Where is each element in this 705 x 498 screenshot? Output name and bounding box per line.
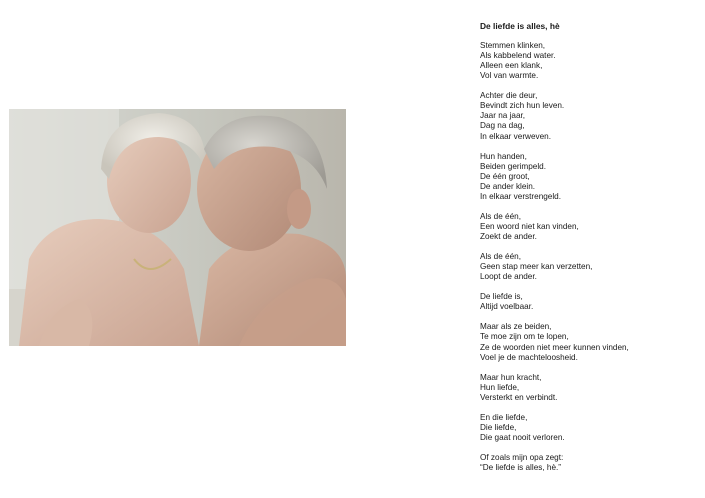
poem-line: “De liefde is alles, hè.” bbox=[480, 463, 561, 473]
poem-line: Achter die deur, bbox=[480, 91, 538, 101]
poem-line: En die liefde, bbox=[480, 412, 528, 422]
poem-line: Stemmen klinken, bbox=[480, 41, 546, 51]
poem-stanza bbox=[480, 453, 695, 473]
poem-line: Hun handen, bbox=[480, 151, 527, 161]
poem-line: Geen stap meer kan verzetten, bbox=[480, 262, 593, 272]
poem-line: Of zoals mijn opa zegt: bbox=[480, 453, 564, 463]
poem-line: Maar hun kracht, bbox=[480, 372, 542, 382]
poem-line: Maar als ze beiden, bbox=[480, 322, 552, 332]
poem-line: Versterkt en verbindt. bbox=[480, 392, 558, 402]
poem-stanza bbox=[480, 322, 695, 362]
poem-line: Zoekt de ander. bbox=[480, 231, 537, 241]
poem-stanzas bbox=[480, 41, 695, 473]
poem-stanza bbox=[480, 292, 695, 312]
poem-line: Hun liefde, bbox=[480, 382, 520, 392]
poem-line: De liefde is, bbox=[480, 292, 523, 302]
poem-line: De ander klein. bbox=[480, 181, 536, 191]
poem-line: Die gaat nooit verloren. bbox=[480, 432, 565, 442]
poem-line: Alleen een klank, bbox=[480, 61, 543, 71]
poem-stanza bbox=[480, 41, 695, 81]
poem-line: Bevindt zich hun leven. bbox=[480, 101, 565, 111]
poem-line: Als de één, bbox=[480, 252, 521, 262]
poem-line: Een woord niet kan vinden, bbox=[480, 221, 579, 231]
poem-line: Voel je de machteloosheid. bbox=[480, 352, 578, 362]
poem-stanza bbox=[480, 413, 695, 443]
poem bbox=[480, 21, 695, 483]
poem-line: Jaar na jaar, bbox=[480, 111, 526, 121]
poem-line: Loopt de ander. bbox=[480, 272, 537, 282]
poem-line: Dag na dag, bbox=[480, 121, 525, 131]
poem-stanza bbox=[480, 91, 695, 141]
poem-stanza bbox=[480, 252, 695, 282]
poem-stanza bbox=[480, 152, 695, 202]
poem-line: Te moe zijn om te lopen, bbox=[480, 332, 569, 342]
poem-line: Vol van warmte. bbox=[480, 71, 539, 81]
poem-stanza bbox=[480, 212, 695, 242]
poem-title: De liefde is alles, hè bbox=[480, 21, 560, 31]
poem-line: Als de één, bbox=[480, 211, 521, 221]
poem-line: Die liefde, bbox=[480, 422, 517, 432]
poem-line: Beiden gerimpeld. bbox=[480, 161, 546, 171]
poem-line: Ze de woorden niet meer kunnen vinden, bbox=[480, 342, 629, 352]
photo-elderly-couple bbox=[9, 109, 346, 346]
poem-line: Als kabbelend water. bbox=[480, 51, 556, 61]
poem-stanza bbox=[480, 373, 695, 403]
poem-line: In elkaar verweven. bbox=[480, 131, 551, 141]
poem-line: In elkaar verstrengeld. bbox=[480, 191, 562, 201]
poem-line: De één groot, bbox=[480, 171, 530, 181]
poem-line: Altijd voelbaar. bbox=[480, 302, 534, 312]
photo-illustration bbox=[9, 109, 346, 346]
